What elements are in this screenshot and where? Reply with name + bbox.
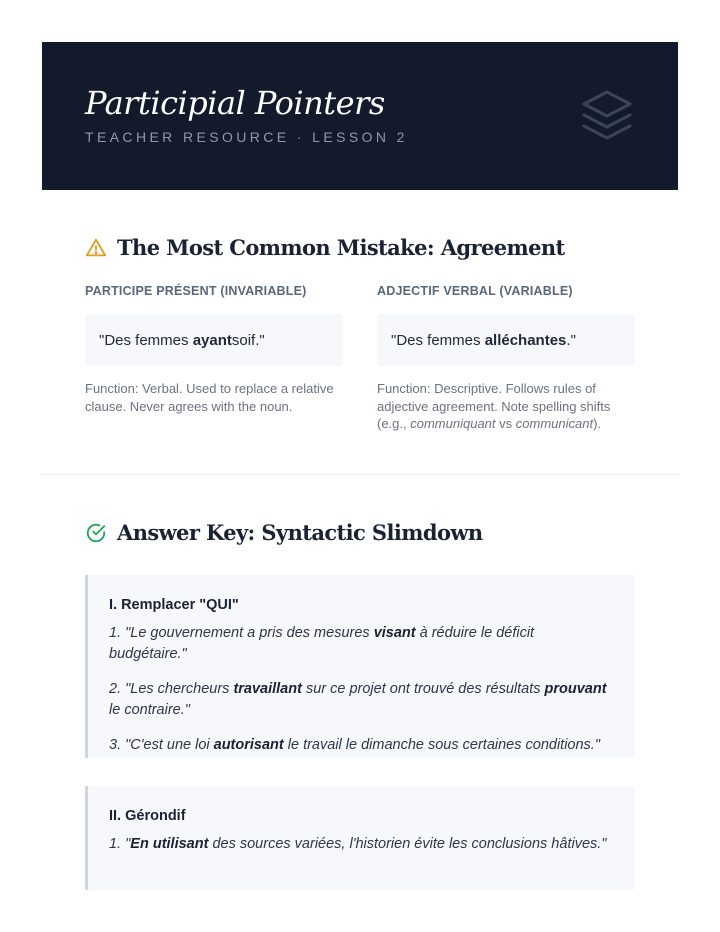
header-banner — [42, 42, 678, 190]
participe-present-column — [85, 284, 343, 415]
note-emphasis: communiquant — [410, 416, 496, 431]
note-text: ). — [593, 416, 602, 431]
note-text: Function: Descriptive. Follows rules of adjective agreement. Note spelling shifts (e.g., — [377, 381, 611, 431]
participe-present-note: Function: Verbal. Used to replace a relative clause. Never agrees with the noun. — [85, 381, 334, 414]
answer-block-remplacer-qui — [85, 575, 635, 758]
warning-icon — [85, 237, 107, 259]
layers-icon — [578, 86, 636, 144]
example-text: "Des femmes — [391, 331, 485, 349]
answer-text: 2. "Les chercheurs — [109, 681, 234, 697]
answer-highlight: travaillant — [233, 681, 302, 697]
adjectif-verbal-note — [377, 380, 635, 433]
page-subtitle: TEACHER RESOURCE · LESSON 2 — [85, 129, 408, 145]
answer-item — [109, 679, 613, 721]
answer-highlight: visant — [373, 625, 416, 641]
example-text: ." — [566, 331, 576, 349]
adjectif-verbal-label: ADJECTIF VERBAL (VARIABLE) — [377, 284, 573, 298]
answer-block-gerondif — [85, 786, 635, 890]
note-text: vs — [495, 416, 516, 431]
answer-text: le contraire." — [109, 702, 190, 718]
answer-text: sur ce projet ont trouvé des résultats — [301, 681, 545, 697]
answer-text: des sources variées, l'historien évite les conclusions hâtives." — [208, 836, 607, 852]
section-divider — [42, 474, 678, 475]
answer-block-heading: I. Remplacer "QUI" — [109, 597, 239, 613]
answer-highlight: autorisant — [213, 737, 284, 753]
adjectif-verbal-column — [377, 284, 635, 433]
answer-section-title: Answer Key: Syntactic Slimdown — [117, 520, 483, 545]
example-highlight: ayant — [192, 331, 232, 349]
answer-item — [109, 623, 613, 665]
answer-section-header — [85, 520, 483, 545]
check-circle-icon — [85, 522, 107, 544]
answer-highlight: prouvant — [544, 681, 607, 697]
answer-text: à réduire le déficit budgétaire." — [109, 625, 535, 662]
answer-text: 1. " — [109, 836, 131, 852]
note-emphasis: communicant — [515, 416, 594, 431]
answer-block-heading: II. Gérondif — [109, 808, 186, 824]
example-text: "Des femmes — [99, 331, 193, 349]
answer-item — [109, 834, 613, 855]
mistake-section-header — [85, 235, 565, 260]
page-title: Participial Pointers — [85, 84, 385, 122]
participe-present-label: PARTICIPE PRÉSENT (INVARIABLE) — [85, 284, 307, 298]
answer-text: 1. "Le gouvernement a pris des mesures — [109, 625, 374, 641]
answer-text: 3. "C'est une loi — [109, 737, 214, 753]
participe-present-example — [85, 314, 343, 366]
answer-highlight: En utilisant — [130, 836, 209, 852]
mistake-section-title: The Most Common Mistake: Agreement — [117, 235, 565, 260]
example-highlight: alléchantes — [484, 331, 567, 349]
adjectif-verbal-example — [377, 314, 635, 366]
answer-text: le travail le dimanche sous certaines conditions." — [283, 737, 600, 753]
example-text: soif." — [231, 331, 265, 349]
answer-item — [109, 735, 613, 756]
